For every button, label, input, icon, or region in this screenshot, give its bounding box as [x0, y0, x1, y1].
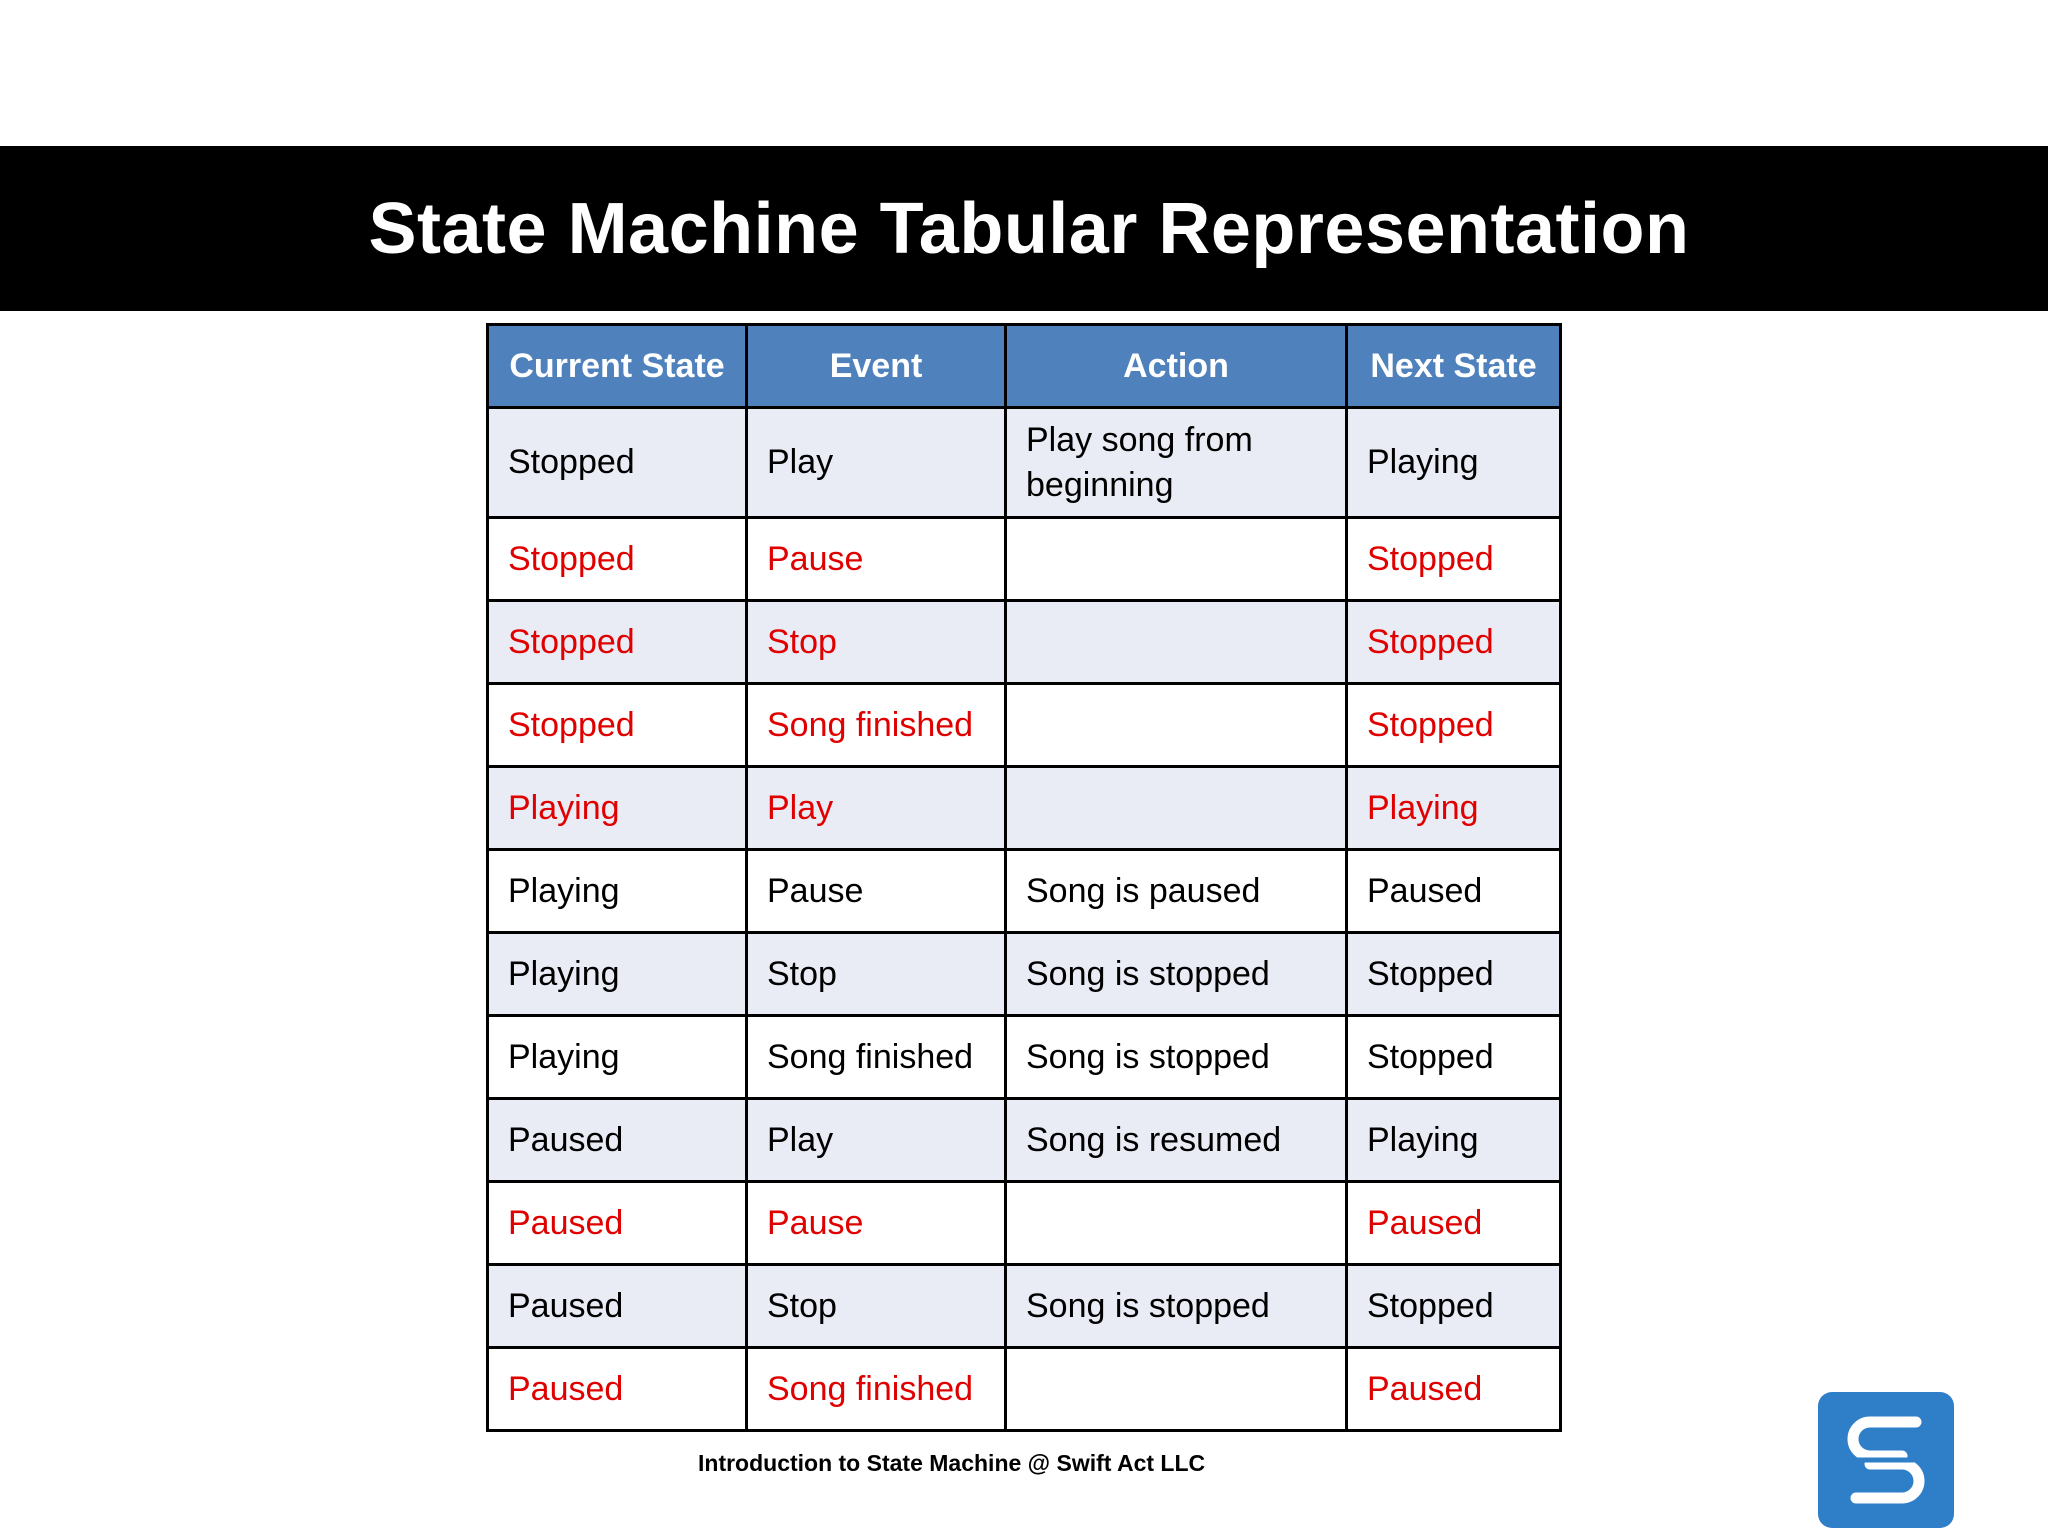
cell-current-state: Paused	[488, 1182, 747, 1265]
table-row	[488, 1016, 1561, 1099]
cell-event: Stop	[747, 601, 1006, 684]
cell-event: Play	[747, 1099, 1006, 1182]
cell-action: Song is stopped	[1006, 1016, 1347, 1099]
table-header-row	[488, 325, 1561, 408]
cell-current-state: Paused	[488, 1099, 747, 1182]
cell-next-state: Stopped	[1347, 1016, 1561, 1099]
table-row	[488, 767, 1561, 850]
table-row	[488, 933, 1561, 1016]
cell-action: Song is stopped	[1006, 1265, 1347, 1348]
cell-event: Pause	[747, 1182, 1006, 1265]
cell-next-state: Paused	[1347, 1182, 1561, 1265]
table-row	[488, 1348, 1561, 1431]
table-row	[488, 601, 1561, 684]
cell-current-state: Playing	[488, 850, 747, 933]
cell-event: Pause	[747, 518, 1006, 601]
cell-next-state: Stopped	[1347, 684, 1561, 767]
table-row	[488, 850, 1561, 933]
cell-action	[1006, 684, 1347, 767]
cell-event: Song finished	[747, 684, 1006, 767]
cell-action	[1006, 1182, 1347, 1265]
state-transition-table	[486, 323, 1562, 1432]
cell-event: Play	[747, 767, 1006, 850]
slide-footer: Introduction to State Machine @ Swift Act LLC	[698, 1450, 1206, 1476]
header-next-state: Next State	[1347, 325, 1561, 408]
cell-action	[1006, 601, 1347, 684]
cell-action: Song is stopped	[1006, 933, 1347, 1016]
cell-event: Play	[747, 408, 1006, 518]
swift-act-logo-icon	[1818, 1392, 1954, 1528]
table-row	[488, 1099, 1561, 1182]
table-row	[488, 1182, 1561, 1265]
cell-action: Song is resumed	[1006, 1099, 1347, 1182]
cell-next-state: Playing	[1347, 408, 1561, 518]
cell-event: Stop	[747, 1265, 1006, 1348]
table-row	[488, 408, 1561, 518]
cell-action: Play song from beginning	[1006, 408, 1347, 518]
cell-next-state: Paused	[1347, 1348, 1561, 1431]
cell-event: Stop	[747, 933, 1006, 1016]
table-row	[488, 684, 1561, 767]
table-row	[488, 518, 1561, 601]
header-action: Action	[1006, 325, 1347, 408]
cell-current-state: Playing	[488, 933, 747, 1016]
cell-next-state: Stopped	[1347, 1265, 1561, 1348]
cell-event: Pause	[747, 850, 1006, 933]
title-bar	[0, 146, 2048, 311]
cell-next-state: Stopped	[1347, 518, 1561, 601]
cell-current-state: Stopped	[488, 684, 747, 767]
cell-action: Song is paused	[1006, 850, 1347, 933]
header-current-state: Current State	[488, 325, 747, 408]
cell-current-state: Stopped	[488, 601, 747, 684]
cell-action	[1006, 518, 1347, 601]
cell-current-state: Playing	[488, 767, 747, 850]
cell-next-state: Stopped	[1347, 933, 1561, 1016]
header-event: Event	[747, 325, 1006, 408]
cell-next-state: Playing	[1347, 767, 1561, 850]
cell-next-state: Playing	[1347, 1099, 1561, 1182]
cell-action	[1006, 767, 1347, 850]
cell-next-state: Stopped	[1347, 601, 1561, 684]
swift-act-logo	[1818, 1392, 1954, 1528]
cell-next-state: Paused	[1347, 850, 1561, 933]
cell-current-state: Playing	[488, 1016, 747, 1099]
cell-current-state: Stopped	[488, 518, 747, 601]
cell-current-state: Paused	[488, 1348, 747, 1431]
table-body	[488, 408, 1561, 1431]
slide-title: State Machine Tabular Representation	[368, 188, 1690, 269]
cell-current-state: Paused	[488, 1265, 747, 1348]
cell-event: Song finished	[747, 1016, 1006, 1099]
cell-event: Song finished	[747, 1348, 1006, 1431]
table-row	[488, 1265, 1561, 1348]
cell-current-state: Stopped	[488, 408, 747, 518]
cell-action	[1006, 1348, 1347, 1431]
